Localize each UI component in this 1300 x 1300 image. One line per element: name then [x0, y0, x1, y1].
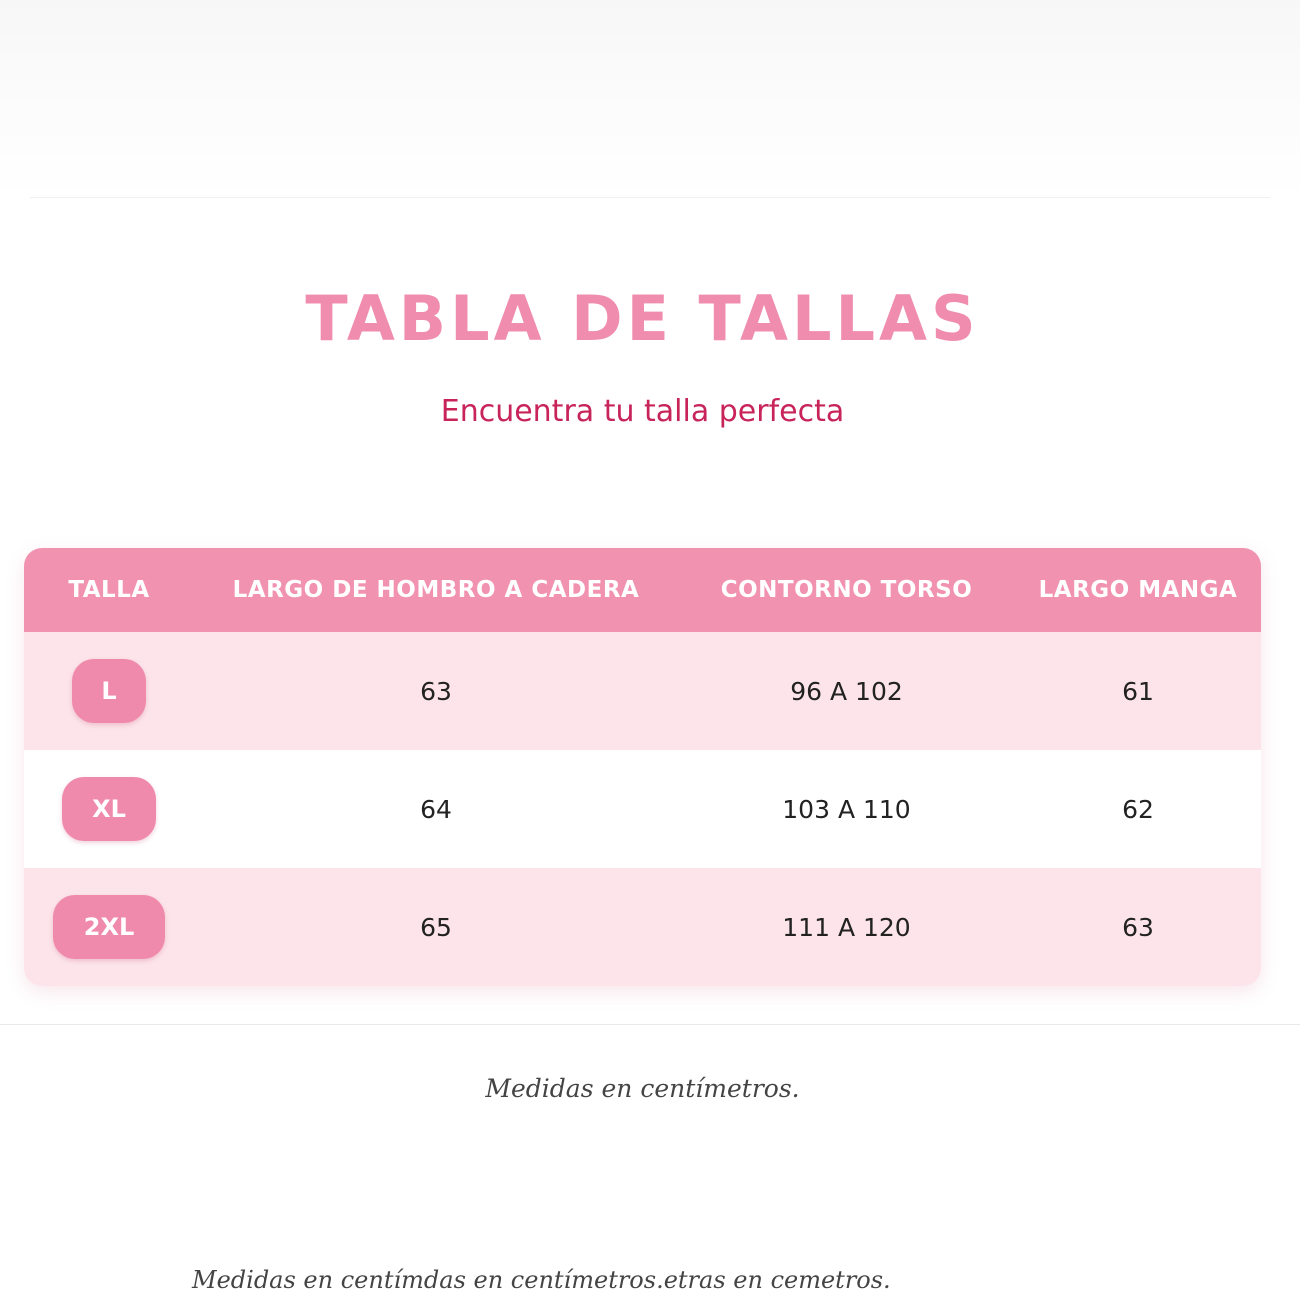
table-row	[24, 632, 1261, 750]
table-row	[24, 868, 1261, 986]
column-header-torso: CONTORNO TORSO	[720, 577, 973, 603]
page-subtitle: Encuentra tu talla perfecta	[440, 394, 845, 429]
column-header-shoulder-to-hip: LARGO DE HOMBRO A CADERA	[232, 577, 640, 603]
shoulder-to-hip-cell: 64	[420, 794, 452, 824]
table-header-row	[24, 548, 1261, 632]
size-badge: XL	[62, 777, 156, 841]
size-badge: L	[72, 659, 146, 723]
sleeve-cell: 61	[1122, 676, 1154, 706]
size-cell	[24, 659, 194, 723]
sleeve-cell: 62	[1122, 794, 1154, 824]
column-header-sleeve: LARGO MANGA	[1038, 577, 1238, 603]
units-note-repeated: Medidas en centímdas en centímetros.etras en cemetros.	[192, 1266, 891, 1294]
size-table	[24, 548, 1261, 986]
top-banner-area	[0, 0, 1300, 200]
sleeve-cell: 63	[1122, 912, 1154, 942]
size-cell	[24, 777, 194, 841]
torso-cell: 96 A 102	[790, 676, 903, 706]
shoulder-to-hip-cell: 63	[420, 676, 452, 706]
shoulder-to-hip-cell: 65	[420, 912, 452, 942]
column-header-size: TALLA	[68, 577, 150, 603]
torso-cell: 111 A 120	[782, 912, 911, 942]
torso-cell: 103 A 110	[782, 794, 911, 824]
section-divider	[0, 1024, 1300, 1025]
size-badge: 2XL	[53, 895, 165, 959]
table-row	[24, 750, 1261, 868]
size-cell	[24, 895, 194, 959]
page-title: TABLA DE TALLAS	[305, 282, 980, 355]
units-note: Medidas en centímetros.	[485, 1074, 800, 1103]
